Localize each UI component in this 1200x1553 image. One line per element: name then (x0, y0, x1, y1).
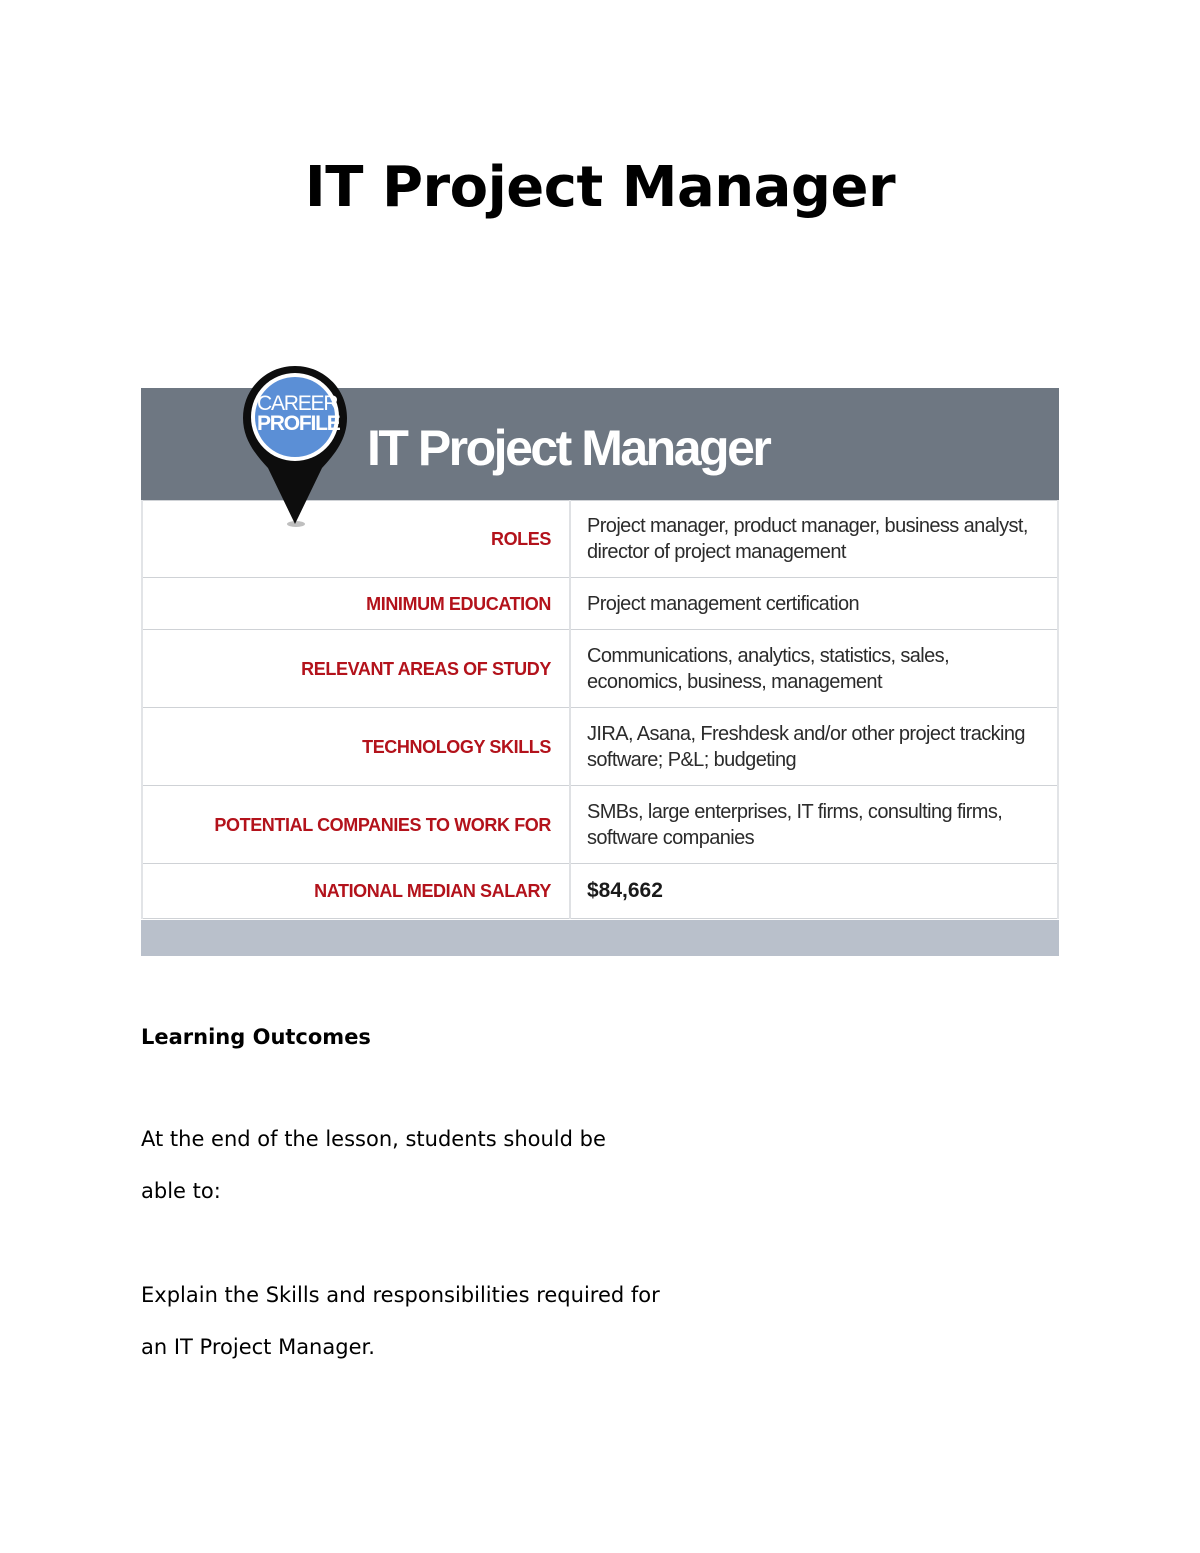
row-label-roles: ROLES (142, 501, 570, 578)
badge-line-profile: PROFILE (257, 412, 340, 435)
page-title: IT Project Manager (304, 155, 896, 220)
table-row (142, 786, 1058, 864)
table-row (142, 578, 1058, 630)
card-footer-bar (141, 920, 1059, 956)
paragraph-line: an IT Project Manager. (141, 1335, 375, 1359)
row-value-roles: Project manager, product manager, business analyst, director of project management (570, 501, 1058, 578)
paragraph-line: At the end of the lesson, students should be (141, 1127, 606, 1151)
career-profile-badge-text (257, 392, 340, 435)
paragraph-line: able to: (141, 1179, 221, 1203)
row-label-median-salary: NATIONAL MEDIAN SALARY (142, 864, 570, 919)
row-label-potential-companies: POTENTIAL COMPANIES TO WORK FOR (142, 786, 570, 864)
table-row (142, 708, 1058, 786)
row-value-potential-companies: SMBs, large enterprises, IT firms, consulting firms, software companies (570, 786, 1058, 864)
table-row (142, 864, 1058, 919)
row-value-technology-skills: JIRA, Asana, Freshdesk and/or other project tracking software; P&L; budgeting (570, 708, 1058, 786)
row-value-minimum-education: Project management certification (570, 578, 1058, 630)
paragraph-line: Explain the Skills and responsibilities required for (141, 1283, 660, 1307)
row-label-areas-of-study: RELEVANT AREAS OF STUDY (142, 630, 570, 708)
row-label-minimum-education: MINIMUM EDUCATION (142, 578, 570, 630)
row-value-areas-of-study: Communications, analytics, statistics, sales, economics, business, management (570, 630, 1058, 708)
section-heading-learning-outcomes: Learning Outcomes (141, 1025, 371, 1049)
row-value-median-salary: $84,662 (570, 864, 1058, 919)
career-profile-table (141, 500, 1059, 919)
row-label-technology-skills: TECHNOLOGY SKILLS (142, 708, 570, 786)
career-profile-pin-icon (240, 364, 350, 530)
table-row (142, 630, 1058, 708)
badge-line-career: CAREER (257, 392, 338, 415)
map-pin-icon (240, 364, 350, 530)
card-header-title: IT Project Manager (367, 420, 770, 476)
